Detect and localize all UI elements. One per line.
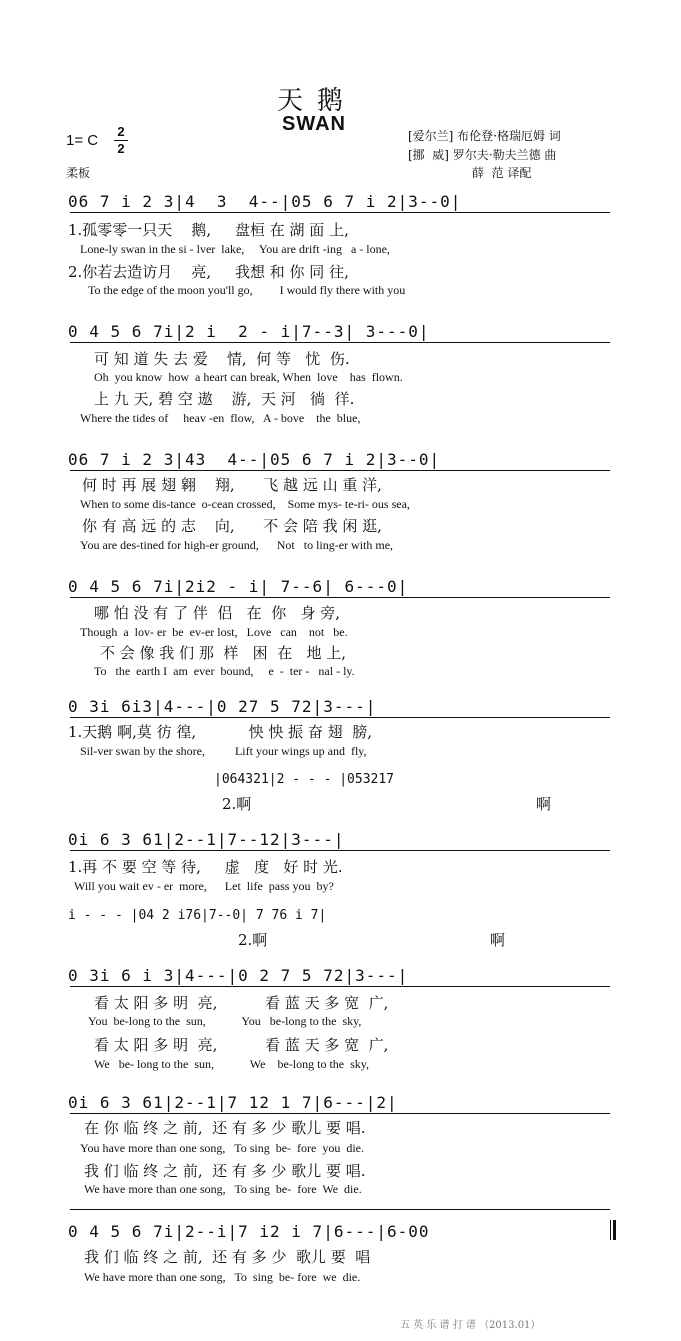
lyric-cn-verse1: 哪 怕 没 有 了 伴 侣 在 你 身 旁, xyxy=(94,604,341,622)
beam-line xyxy=(70,342,610,343)
beam-line xyxy=(70,850,610,851)
lyric-cn-verse2: 上 九 天, 碧 空 遨 游, 天 河 徜 徉. xyxy=(94,390,355,408)
beam-line xyxy=(70,212,610,213)
lyric-cn-verse1: 何 时 再 展 翅 翱 翔, 飞 越 远 山 重 洋, xyxy=(82,476,382,494)
beam-line xyxy=(70,717,610,718)
beam-line xyxy=(70,597,610,598)
lyric-en-verse1: We have more than one song, To sing be- fore we die. xyxy=(84,1270,361,1284)
lyric-cn-verse1: 1.天鹅 啊,莫 彷 徨, 怏 怏 振 奋 翅 膀, xyxy=(68,723,372,741)
lyric-en-verse2: Where the tides of heav -en flow, A - bove the blue, xyxy=(80,411,361,425)
translator-credit: 薛 范 译配 xyxy=(472,166,532,180)
lyric-en-verse2: You are des-tined for high-er ground, Not to ling-er with me, xyxy=(80,538,394,552)
lyric-cn-verse1: 看 太 阳 多 明 亮, 看 蓝 天 多 宽 广, xyxy=(94,994,389,1012)
beam-line xyxy=(70,986,610,987)
slur-line xyxy=(70,1209,610,1210)
lyricist-credit: [爱尔兰] 布伦登·格瑞厄姆 词 xyxy=(408,129,561,143)
notation-line-8: 0i 6 3 61|2--1|7 12 1 7|6---|2| xyxy=(68,1093,398,1112)
final-barline-thick xyxy=(613,1220,616,1240)
lyric-en-verse2: To the earth I am ever bound, e - ter - nal - ly. xyxy=(94,664,355,678)
beam-line xyxy=(70,1113,610,1114)
alternate-ending-label: 2.啊 xyxy=(238,931,268,949)
lyric-cn-verse2: 2.你若去造访月 亮, 我想 和 你 同 往, xyxy=(68,263,349,281)
notation-line-4: 0 4 5 6 7i|2i2 - i| 7--6| 6---0| xyxy=(68,577,409,596)
time-signature-top: 2 xyxy=(117,124,125,139)
title-chinese: 天鹅 xyxy=(277,86,358,116)
alternate-ending-label-2: 啊 xyxy=(536,795,552,813)
beam-line xyxy=(70,470,610,471)
lyric-cn-verse1: 在 你 临 终 之 前, 还 有 多 少 歌儿 要 唱. xyxy=(84,1119,366,1137)
lyric-en-verse1: When to some dis-tance o-cean crossed, Some mys- te-ri- ous sea, xyxy=(80,497,410,511)
lyric-en-verse2: We be- long to the sun, We be-long to the sky, xyxy=(94,1057,370,1071)
notation-line-5: 0 3i 6i3|4---|0 27 5 72|3---| xyxy=(68,697,377,716)
final-barline-thin xyxy=(610,1220,611,1240)
time-signature-bottom: 2 xyxy=(117,141,125,156)
title-english: SWAN xyxy=(282,113,346,135)
notation-line-6: 0i 6 3 61|2--1|7--12|3---| xyxy=(68,830,345,849)
lyric-en-verse1: You be-long to the sun, You be-long to the sky, xyxy=(88,1014,362,1028)
lyric-cn-verse2: 我 们 临 终 之 前, 还 有 多 少 歌儿 要 唱. xyxy=(84,1162,366,1180)
lyric-cn-verse2: 看 太 阳 多 明 亮, 看 蓝 天 多 宽 广, xyxy=(94,1036,389,1054)
lyric-en-verse2: We have more than one song, To sing be- fore We die. xyxy=(84,1182,362,1196)
lyric-cn-verse1: 1.再 不 要 空 等 待, 虚 度 好 时 光. xyxy=(68,858,343,876)
composer-credit: [挪 威] 罗尔夫·勒夫兰德 曲 xyxy=(408,148,557,162)
notation-line-3: 06 7 i 2 3|43 4--|05 6 7 i 2|3--0| xyxy=(68,450,441,469)
footer-credit: 五 英 乐 谱 打 谱 （2013.01） xyxy=(400,1320,541,1331)
lyric-en-verse1: Will you wait ev - er more, Let life pass you by? xyxy=(74,879,334,893)
alternate-ending-notation: |064321|2 - - - |053217 xyxy=(214,772,395,787)
lyric-cn-verse1: 我 们 临 终 之 前, 还 有 多 少 歌儿 要 唱 xyxy=(84,1248,371,1266)
alternate-ending-label: 2.啊 xyxy=(222,795,252,813)
lyric-en-verse2: To the edge of the moon you'll go, I would fly there with you xyxy=(88,283,406,297)
notation-line-2: 0 4 5 6 7i|2 i 2 - i|7--3| 3---0| xyxy=(68,322,430,341)
lyric-cn-verse2: 你 有 高 远 的 志 向, 不 会 陪 我 闲 逛, xyxy=(82,517,382,535)
lyric-cn-verse1: 1.孤零零一只天 鹅, 盘桓 在 湖 面 上, xyxy=(68,221,349,239)
notation-line-1: 06 7 i 2 3|4 3 4--|05 6 7 i 2|3--0| xyxy=(68,192,462,211)
lyric-en-verse1: Lone-ly swan in the si - lver lake, You are drift -ing a - lone, xyxy=(80,242,390,256)
notation-line-9: 0 4 5 6 7i|2--i|7 i2 i 7|6---|6-00 xyxy=(68,1222,430,1241)
key-signature: 1= C xyxy=(66,132,99,149)
lyric-en-verse1: Though a lov- er be ev-er lost, Love can not be. xyxy=(80,625,348,639)
tempo-marking: 柔板 xyxy=(66,166,91,180)
lyric-cn-verse2: 不 会 像 我 们 那 样 困 在 地 上, xyxy=(100,644,347,662)
lyric-en-verse1: You have more than one song, To sing be- fore you die. xyxy=(80,1141,365,1155)
alternate-ending-notation: i - - - |04 2 i76|7--0| 7 76 i 7| xyxy=(68,908,327,923)
lyric-en-verse1: Oh you know how a heart can break, When love has flown. xyxy=(94,370,403,384)
lyric-en-verse1: Sil-ver swan by the shore, Lift your wings up and fly, xyxy=(80,744,367,758)
notation-line-7: 0 3i 6 i 3|4---|0 2 7 5 72|3---| xyxy=(68,966,409,985)
alternate-ending-label-2: 啊 xyxy=(490,931,506,949)
lyric-cn-verse1: 可 知 道 失 去 爱 情, 何 等 忧 伤. xyxy=(94,350,350,368)
